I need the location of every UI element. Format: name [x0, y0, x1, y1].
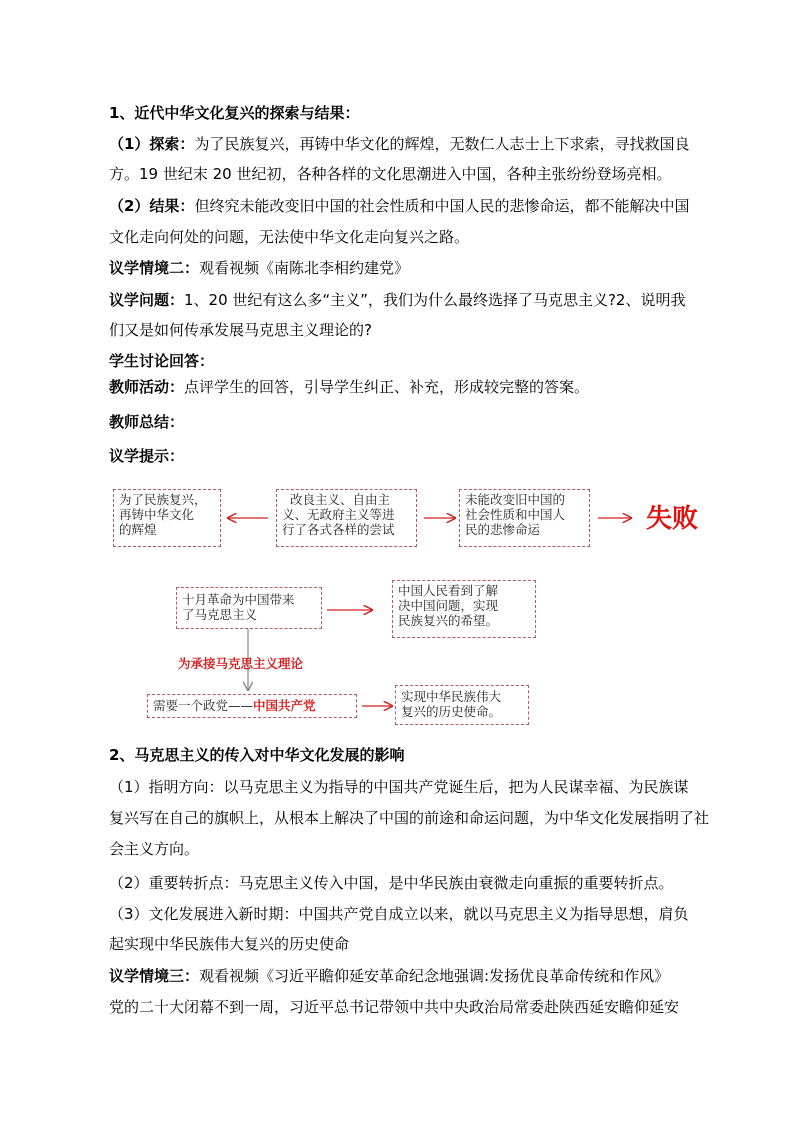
box1-line-3: 的辉煌 — [119, 522, 157, 537]
diagram-box-attempts — [276, 489, 417, 547]
box2-line-1: 改良主义、自由主 — [290, 492, 391, 507]
box2-line-2: 义、无政府主义等进 — [282, 507, 395, 522]
diagram-box-party — [147, 694, 357, 718]
explore-label: （1）探索： — [109, 135, 195, 153]
diagram-box-mission — [395, 685, 529, 725]
fail-label: 失败 — [646, 504, 699, 534]
box3-line-3: 民的悲惨命运 — [465, 522, 541, 537]
box1-line-1: 为了民族复兴， — [119, 492, 207, 507]
diagram-box-revival — [113, 489, 221, 547]
student-discussion: 学生讨论回答： — [109, 352, 215, 370]
box6-party-name: 中国共产党 — [253, 698, 316, 713]
explore-line-1 — [109, 134, 689, 154]
section1-heading: 1、近代中华文化复兴的探索与结果： — [109, 104, 360, 122]
teacher-activity-line — [109, 377, 589, 397]
diagram-box-failure-reason — [459, 489, 590, 547]
explore-line-2: 方。19 世纪末 20 世纪初，各种各样的文化思潮进入中国，各种主张纷纷登场亮相。 — [109, 165, 672, 183]
scene3-line — [109, 966, 669, 986]
section2-p2: （2）重要转折点：马克思主义传入中国，是中华民族由衰微走向重振的重要转折点。 — [109, 874, 674, 892]
section2-p1-line-3: 会主义方向。 — [109, 840, 200, 858]
question-line-1 — [109, 290, 685, 310]
box3-line-2: 社会性质和中国人 — [465, 507, 566, 522]
scene2-label: 议学情境二： — [109, 259, 200, 277]
arrow-label-marxism: 为承接马克思主义理论 — [178, 656, 304, 671]
result-line-2: 文化走向何处的问题，无法使中华文化走向复兴之路。 — [109, 228, 470, 246]
box3-line-1: 未能改变旧中国的 — [465, 492, 566, 507]
diagram-box-october-revolution — [176, 587, 322, 629]
teacher-activity-text: 点评学生的回答，引导学生纠正、补充，形成较完整的答案。 — [184, 378, 590, 396]
section2-p1-line-1: （1）指明方向：以马克思主义为指导的中国共产党诞生后，把为人民谋幸福、为民族谋 — [109, 778, 689, 796]
box6-prefix: 需要一个政党—— — [153, 698, 254, 713]
question-text-1: 1、20 世纪有这么多“主义”，我们为什么最终选择了马克思主义?2、说明我 — [184, 291, 686, 309]
question-label: 议学问题： — [109, 291, 185, 309]
section2-p3-line-1: （3）文化发展进入新时期：中国共产党自成立以来，就以马克思主义为指导思想，肩负 — [109, 905, 689, 923]
section2-p3-line-2: 起实现中华民族伟大复兴的历史使命 — [109, 935, 350, 953]
section2-heading: 2、马克思主义的传入对中华文化发展的影响 — [109, 746, 405, 764]
scene3-label: 议学情境三： — [109, 967, 200, 985]
box5-line-1: 中国人民看到了解 — [398, 583, 499, 598]
question-line-2: 们又是如何传承发展马克思主义理论的? — [109, 321, 372, 339]
box4-line-1: 十月革命为中国带来 — [182, 592, 295, 607]
box5-line-2: 决中国问题，实现 — [398, 598, 499, 613]
scene2-line — [109, 258, 409, 278]
hint-label: 议学提示： — [109, 447, 185, 465]
scene2-text: 观看视频《南陈北李相约建党》 — [199, 259, 410, 277]
teacher-activity-label: 教师活动： — [109, 378, 185, 396]
result-line-1 — [109, 196, 689, 216]
box2-line-3: 行了各式各样的尝试 — [282, 522, 395, 537]
explore-text-1: 为了民族复兴，再铸中华文化的辉煌，无数仁人志士上下求索，寻找救国良 — [194, 135, 690, 153]
box7-line-1: 实现中华民族伟大 — [401, 689, 502, 704]
scene3-body-line-1: 党的二十大闭幕不到一周，习近平总书记带领中共中央政治局常委赴陕西延安瞻仰延安 — [109, 998, 680, 1016]
scene3-text: 观看视频《习近平瞻仰延安革命纪念地强调:发扬优良革命传统和作风》 — [199, 967, 670, 985]
box5-line-3: 民族复兴的希望。 — [398, 613, 499, 628]
teacher-summary: 教师总结： — [109, 413, 185, 431]
result-text-1: 但终究未能改变旧中国的社会性质和中国人民的悲惨命运，都不能解决中国 — [194, 197, 690, 215]
box4-line-2: 了马克思主义 — [182, 607, 258, 622]
box1-line-2: 再铸中华文化 — [119, 507, 195, 522]
box7-line-2: 复兴的历史使命。 — [401, 704, 502, 719]
section2-p1-line-2: 复兴写在自己的旗帜上，从根本上解决了中国的前途和命运问题，为中华文化发展指明了社 — [109, 809, 710, 827]
diagram-box-hope — [392, 580, 536, 638]
result-label: （2）结果： — [109, 197, 195, 215]
